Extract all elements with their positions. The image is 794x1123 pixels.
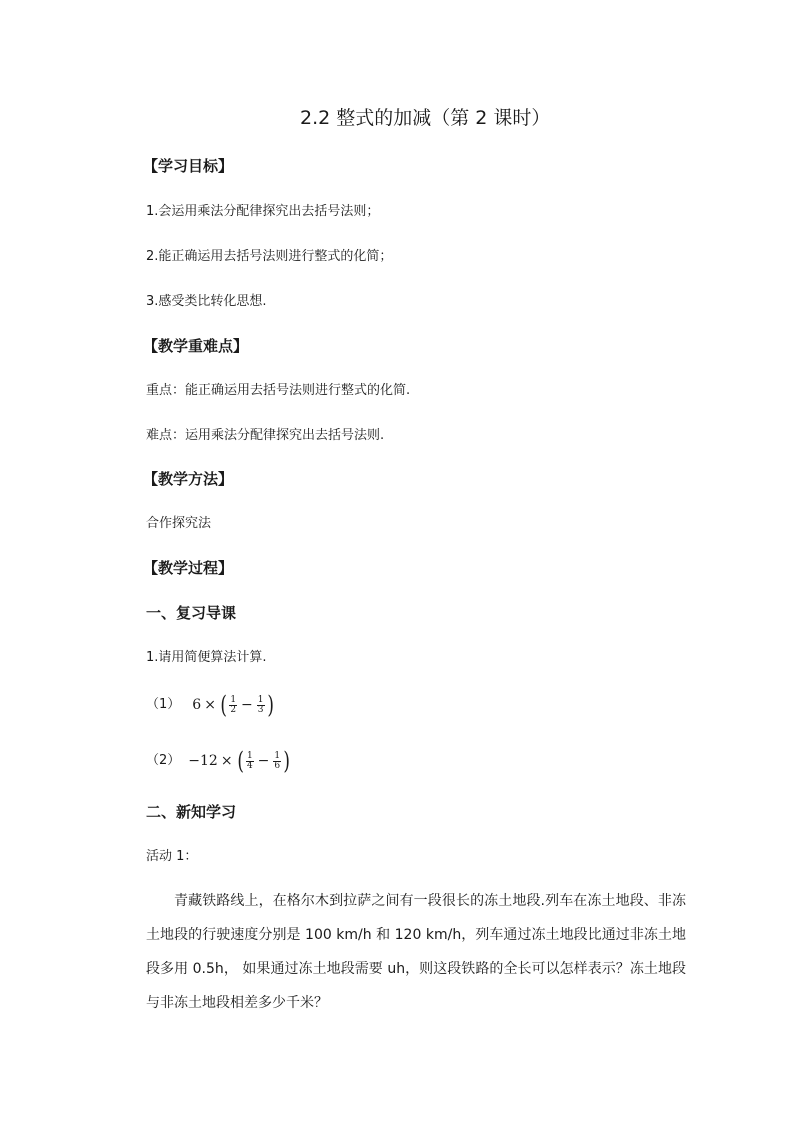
right-paren-icon: ) (266, 691, 274, 719)
process-heading: 【教学过程】 (143, 559, 234, 577)
expression-1 (146, 690, 275, 720)
fraction-2 (257, 696, 265, 715)
difficult-point: 难点：运用乘法分配律探究出去括号法则. (146, 428, 385, 443)
fraction-numerator: 1 (274, 750, 281, 761)
review-question: 1.请用简便算法计算. (146, 650, 267, 665)
activity-paragraph: 青藏铁路线上，在格尔木到拉萨之间有一段很长的冻土地段.列车在冻土地段、非冻土地段的行驶速度分别是 100 km/h 和 120 km/h，列车通过冻土地段比通过非冻土地段多用 0.5h， 如果通过冻土地段需要 uh，则这段铁路的全长可以怎样表示？冻土地段与非冻土地段相差多少千米？ (146, 893, 686, 1011)
goal-item-3: 3.感受类比转化思想. (146, 294, 267, 309)
right-paren-icon: ) (283, 747, 291, 775)
expression-2 (146, 746, 292, 776)
times-symbol: × (220, 753, 233, 769)
expression-1-label: （1） (146, 697, 181, 712)
minus-symbol: − (241, 697, 253, 713)
fraction-denominator: 4 (246, 760, 253, 771)
fraction-numerator: 1 (257, 694, 264, 705)
method-heading: 【教学方法】 (143, 470, 234, 488)
fraction-denominator: 2 (230, 704, 237, 715)
fraction-numerator: 1 (246, 750, 253, 761)
fraction-1 (229, 696, 237, 715)
minus-symbol: − (257, 753, 270, 769)
keypoints-heading: 【教学重难点】 (143, 337, 249, 355)
expression-1-math (192, 693, 275, 717)
goal-item-1: 1.会运用乘法分配律探究出去括号法则； (146, 204, 380, 219)
review-heading: 一、复习导课 (146, 604, 237, 622)
expression-2-coef: −12 (188, 753, 218, 769)
expression-2-label: （2） (146, 753, 181, 768)
fraction-denominator: 6 (274, 760, 281, 771)
key-point: 重点：能正确运用去括号法则进行整式的化简. (146, 383, 411, 398)
fraction-denominator: 3 (257, 704, 264, 715)
times-symbol: × (204, 697, 216, 713)
fraction-2 (273, 752, 281, 771)
left-paren-icon: ( (236, 747, 244, 775)
page-title: 2.2 整式的加减（第 2 课时） (300, 107, 551, 129)
fraction-numerator: 1 (230, 694, 237, 705)
left-paren-icon: ( (220, 691, 227, 719)
method-text: 合作探究法 (146, 516, 212, 531)
goals-heading: 【学习目标】 (143, 157, 234, 175)
expression-2-math (188, 749, 291, 773)
activity-label: 活动 1： (146, 849, 198, 864)
new-knowledge-heading: 二、新知学习 (146, 803, 237, 821)
fraction-1 (246, 752, 254, 771)
expression-1-coef: 6 (192, 697, 202, 713)
goal-item-2: 2.能正确运用去括号法则进行整式的化简； (146, 249, 393, 264)
